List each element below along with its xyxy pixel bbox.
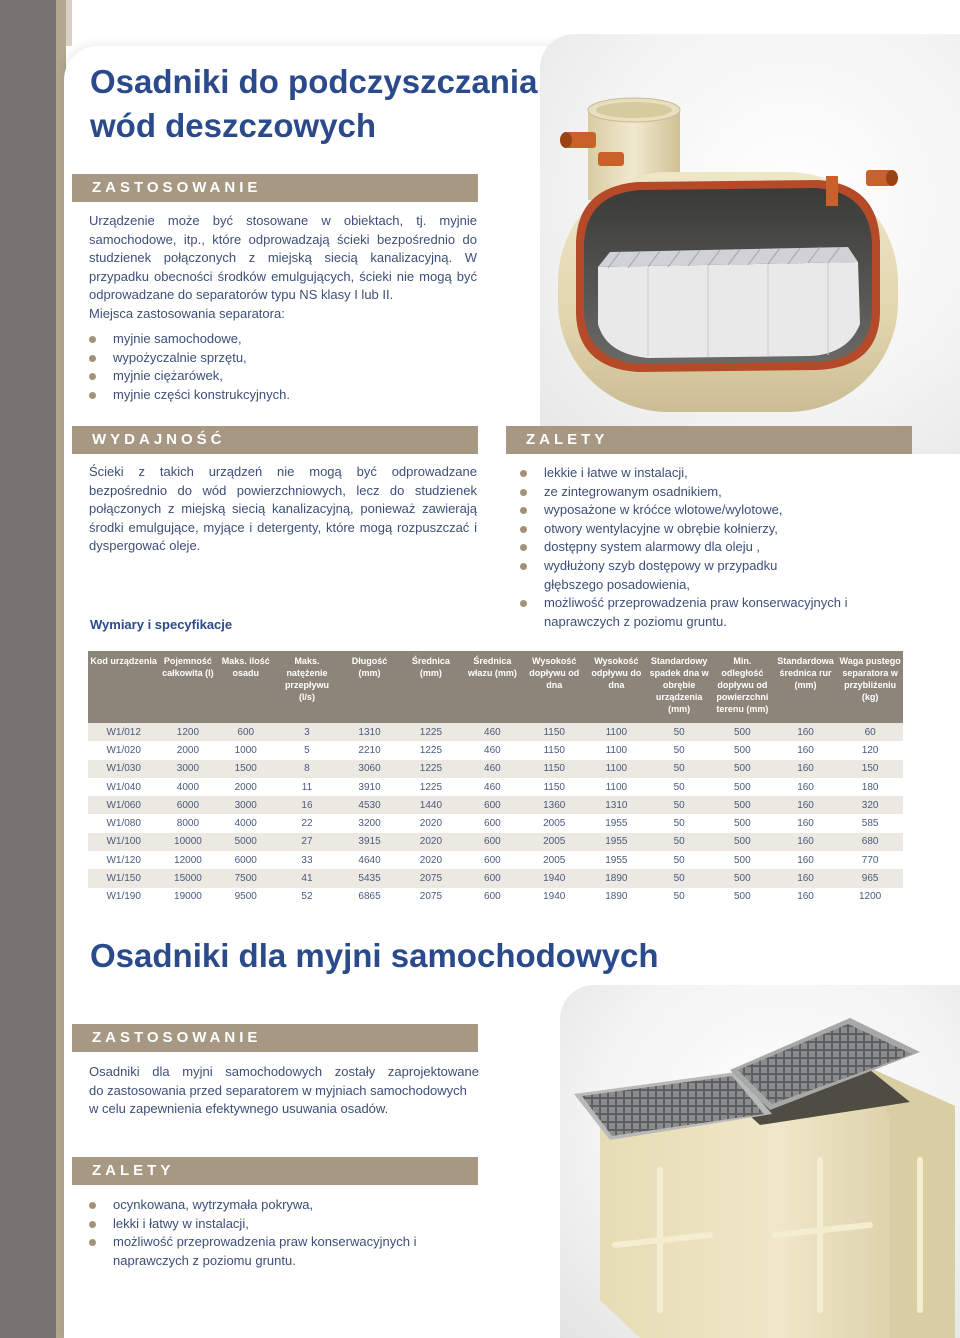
bullet-dot-icon xyxy=(89,392,96,399)
table-cell: W1/012 xyxy=(88,723,159,741)
section1-title-line2: wód deszczowych xyxy=(90,107,377,144)
table-cell: 600 xyxy=(462,869,524,887)
separator-tank-illustration xyxy=(548,92,908,437)
table-cell: 600 xyxy=(462,814,524,832)
zastosowanie2-heading: ZASTOSOWANIE xyxy=(72,1024,478,1052)
table-cell: 6000 xyxy=(217,851,276,869)
bullet-dot-icon xyxy=(520,526,527,533)
table-cell: 1150 xyxy=(523,760,585,778)
table-cell: 5435 xyxy=(339,869,400,887)
table-cell: 27 xyxy=(275,833,339,851)
table-cell: 9500 xyxy=(217,888,276,906)
list-item: możliwość przeprowadzenia praw konserwacyjnych i naprawczych z poziomu gruntu. xyxy=(519,594,859,631)
table-cell: 50 xyxy=(647,888,710,906)
table-cell: 1955 xyxy=(585,833,647,851)
bullet-dot-icon xyxy=(89,1202,96,1209)
table-cell: 2075 xyxy=(400,869,462,887)
car-wash-settler-illustration xyxy=(560,1010,960,1338)
table-cell: 500 xyxy=(711,723,774,741)
table-cell: 50 xyxy=(647,814,710,832)
table-cell: 160 xyxy=(774,796,837,814)
table-cell: 60 xyxy=(837,723,903,741)
table-cell: 3200 xyxy=(339,814,400,832)
table-cell: 10000 xyxy=(159,833,216,851)
table-cell: 5000 xyxy=(217,833,276,851)
table-cell: 2020 xyxy=(400,833,462,851)
table-cell: 33 xyxy=(275,851,339,869)
table-cell: W1/060 xyxy=(88,796,159,814)
th-przeplyw: Maks. natężenie przepływu (l/s) xyxy=(275,651,339,723)
th-waga: Waga pustego separatora w przybliżeniu (kg) xyxy=(837,651,903,723)
bullet-dot-icon xyxy=(520,507,527,514)
table-cell: 1100 xyxy=(585,778,647,796)
table-cell: 2020 xyxy=(400,851,462,869)
table-cell: 1890 xyxy=(585,869,647,887)
table-row xyxy=(88,888,903,906)
table-cell: 600 xyxy=(462,851,524,869)
table-cell: 2005 xyxy=(523,851,585,869)
section2-title: Osadniki dla myjni samochodowych xyxy=(90,937,659,974)
zastosowanie2-text xyxy=(89,1063,479,1119)
miejsca-text: Miejsca zastosowania separatora: xyxy=(89,306,285,321)
bullet-dot-icon xyxy=(89,336,96,343)
table-cell: 500 xyxy=(711,741,774,759)
table-cell: 500 xyxy=(711,869,774,887)
th-doplyw: Wysokość dopływu od dna xyxy=(523,651,585,723)
table-cell: 3000 xyxy=(159,760,216,778)
table-cell: 160 xyxy=(774,888,837,906)
left-stripe-gray xyxy=(0,0,56,1338)
table-cell: 50 xyxy=(647,741,710,759)
list-item: myjnie samochodowe, xyxy=(88,330,478,349)
table-cell: 1150 xyxy=(523,741,585,759)
th-dlugosc: Długość (mm) xyxy=(339,651,400,723)
table-cell: 8 xyxy=(275,760,339,778)
table-cell: 770 xyxy=(837,851,903,869)
miejsca-list xyxy=(88,330,478,404)
table-cell: 150 xyxy=(837,760,903,778)
table-cell: 7500 xyxy=(217,869,276,887)
table-cell: 50 xyxy=(647,833,710,851)
table-cell: 11 xyxy=(275,778,339,796)
table-cell: 12000 xyxy=(159,851,216,869)
bullet-dot-icon xyxy=(520,489,527,496)
zastosowanie2-line: Osadniki dla myjni samochodowych zostały zaprojektowane xyxy=(89,1064,479,1079)
zastosowanie-text: Urządzenie może być stosowane w obiektach, tj. myjnie samochodowe, itp., które odprowadzają ścieki bezpośrednio do studzienek połączonych z miejską siecią kanalizacyjną. W przypadku obecności środków emulgujących, ścieki nie mogą być odprowadzane do separatorów typu NS klasy I lub II. xyxy=(89,213,477,302)
table-cell: 4530 xyxy=(339,796,400,814)
th-odleglosc: Min. odległość dopływu od powierzchni terenu (mm) xyxy=(711,651,774,723)
table-cell: 1225 xyxy=(400,760,462,778)
table-cell: 1100 xyxy=(585,760,647,778)
table-cell: 500 xyxy=(711,851,774,869)
zastosowanie2-line: do zastosowania przed separatorem w myjniach samochodowych xyxy=(89,1082,467,1098)
table-row xyxy=(88,778,903,796)
table-cell: 1955 xyxy=(585,814,647,832)
list-item: wyposażone w króćce wlotowe/wylotowe, xyxy=(519,501,859,520)
table-cell: 3 xyxy=(275,723,339,741)
wydajnosc-text: Ścieki z takich urządzeń nie mogą być odprowadzane bezpośrednio do wód powierzchniowych, lecz do studzienek połączonych z miejską siecią kanalizacyjną, ponieważ zawierają środki emulgujące, myjące i detergenty, które mogą rozpuszczać i dyspergować oleje. xyxy=(89,464,477,553)
table-cell: W1/040 xyxy=(88,778,159,796)
table-cell: 500 xyxy=(711,833,774,851)
table-cell: 160 xyxy=(774,760,837,778)
table-row xyxy=(88,814,903,832)
table-row xyxy=(88,760,903,778)
table-row xyxy=(88,741,903,759)
table-cell: 4640 xyxy=(339,851,400,869)
table-cell: 1225 xyxy=(400,741,462,759)
list-item: ocynkowana, wytrzymała pokrywa, xyxy=(88,1196,428,1215)
section1-title-line1: Osadniki do podczyszczania xyxy=(90,63,538,100)
table-cell: 2005 xyxy=(523,833,585,851)
table-cell: 1310 xyxy=(585,796,647,814)
table-cell: 4000 xyxy=(159,778,216,796)
table-cell: 50 xyxy=(647,778,710,796)
bullet-dot-icon xyxy=(89,1239,96,1246)
list-item: lekki i łatwy w instalacji, xyxy=(88,1215,428,1234)
list-item: lekkie i łatwe w instalacji, xyxy=(519,464,859,483)
table-cell: 2210 xyxy=(339,741,400,759)
list-item: otwory wentylacyjne w obrębie kołnierzy, xyxy=(519,520,859,539)
bullet-dot-icon xyxy=(89,373,96,380)
table-cell: 160 xyxy=(774,778,837,796)
wydajnosc-heading: WYDAJNOŚĆ xyxy=(72,426,478,454)
list-item: myjnie części konstrukcyjnych. xyxy=(88,386,478,405)
table-cell: 1200 xyxy=(837,888,903,906)
table-cell: W1/080 xyxy=(88,814,159,832)
table-cell: 500 xyxy=(711,814,774,832)
table-cell: W1/150 xyxy=(88,869,159,887)
table-cell: 320 xyxy=(837,796,903,814)
list-item: wydłużony szyb dostępowy w przypadku głębszego posadowienia, xyxy=(519,557,814,594)
table-cell: 500 xyxy=(711,760,774,778)
th-spadek: Standardowy spadek dna w obrębie urządzenia (mm) xyxy=(647,651,710,723)
table-cell: W1/120 xyxy=(88,851,159,869)
th-odplyw: Wysokość odpływu do dna xyxy=(585,651,647,723)
table-cell: 50 xyxy=(647,796,710,814)
table-cell: 16 xyxy=(275,796,339,814)
table-cell: 1000 xyxy=(217,741,276,759)
table-cell: 52 xyxy=(275,888,339,906)
table-cell: 50 xyxy=(647,869,710,887)
table-row xyxy=(88,723,903,741)
table-cell: 160 xyxy=(774,814,837,832)
table-cell: 500 xyxy=(711,778,774,796)
bullet-dot-icon xyxy=(520,544,527,551)
table-header-row xyxy=(88,651,903,723)
zalety-list xyxy=(519,464,859,631)
table-cell: 50 xyxy=(647,723,710,741)
table-cell: 8000 xyxy=(159,814,216,832)
zalety2-list xyxy=(88,1196,428,1270)
table-cell: W1/190 xyxy=(88,888,159,906)
list-item: ze zintegrowanym osadnikiem, xyxy=(519,483,859,502)
spec-heading: Wymiary i specyfikacje xyxy=(90,617,233,632)
table-cell: 3060 xyxy=(339,760,400,778)
table-cell: 500 xyxy=(711,888,774,906)
table-cell: 1360 xyxy=(523,796,585,814)
table-cell: 1100 xyxy=(585,741,647,759)
table-cell: 1310 xyxy=(339,723,400,741)
table-cell: 6865 xyxy=(339,888,400,906)
table-cell: 4000 xyxy=(217,814,276,832)
table-cell: 585 xyxy=(837,814,903,832)
th-srednica: Średnica (mm) xyxy=(400,651,462,723)
bullet-dot-icon xyxy=(89,355,96,362)
th-rury: Standardowa średnica rur (mm) xyxy=(774,651,837,723)
table-cell: 600 xyxy=(217,723,276,741)
table-cell: 1955 xyxy=(585,851,647,869)
table-cell: W1/100 xyxy=(88,833,159,851)
table-cell: 1440 xyxy=(400,796,462,814)
table-row xyxy=(88,833,903,851)
table-cell: 1890 xyxy=(585,888,647,906)
table-cell: 15000 xyxy=(159,869,216,887)
table-cell: 600 xyxy=(462,833,524,851)
table-cell: 2075 xyxy=(400,888,462,906)
table-cell: 120 xyxy=(837,741,903,759)
table-cell: 180 xyxy=(837,778,903,796)
zastosowanie2-line: w celu zapewnienia efektywnego usuwania osadów. xyxy=(89,1101,389,1116)
table-cell: 680 xyxy=(837,833,903,851)
list-item: możliwość przeprowadzenia praw konserwacyjnych i naprawczych z poziomu gruntu. xyxy=(88,1233,433,1270)
table-cell: 160 xyxy=(774,741,837,759)
table-cell: 160 xyxy=(774,723,837,741)
th-pojemnosc: Pojemność całkowita (l) xyxy=(159,651,216,723)
table-cell: 1225 xyxy=(400,723,462,741)
table-cell: 600 xyxy=(462,796,524,814)
bullet-dot-icon xyxy=(520,563,527,570)
table-cell: 460 xyxy=(462,723,524,741)
table-cell: 3910 xyxy=(339,778,400,796)
table-cell: 460 xyxy=(462,778,524,796)
table-cell: 2020 xyxy=(400,814,462,832)
table-cell: 1150 xyxy=(523,778,585,796)
table-cell: 2000 xyxy=(159,741,216,759)
table-cell: 160 xyxy=(774,833,837,851)
th-wlaz: Średnica włazu (mm) xyxy=(462,651,524,723)
table-cell: 1225 xyxy=(400,778,462,796)
table-cell: 19000 xyxy=(159,888,216,906)
table-cell: 2005 xyxy=(523,814,585,832)
table-cell: 50 xyxy=(647,851,710,869)
table-cell: 460 xyxy=(462,760,524,778)
table-cell: 41 xyxy=(275,869,339,887)
table-cell: 22 xyxy=(275,814,339,832)
left-stripe-light xyxy=(66,0,72,46)
table-cell: 5 xyxy=(275,741,339,759)
table-cell: 1200 xyxy=(159,723,216,741)
table-cell: 2000 xyxy=(217,778,276,796)
zastosowanie-heading: ZASTOSOWANIE xyxy=(72,174,478,202)
bullet-dot-icon xyxy=(520,600,527,607)
table-cell: 1150 xyxy=(523,723,585,741)
table-cell: W1/030 xyxy=(88,760,159,778)
table-cell: 6000 xyxy=(159,796,216,814)
zalety-heading: ZALETY xyxy=(506,426,912,454)
zalety2-heading: ZALETY xyxy=(72,1157,478,1185)
table-cell: 965 xyxy=(837,869,903,887)
table-row xyxy=(88,796,903,814)
table-cell: 1100 xyxy=(585,723,647,741)
table-cell: 460 xyxy=(462,741,524,759)
table-cell: 3915 xyxy=(339,833,400,851)
list-item: dostępny system alarmowy dla oleju , xyxy=(519,538,859,557)
table-cell: 160 xyxy=(774,869,837,887)
spec-table xyxy=(88,651,903,906)
bullet-dot-icon xyxy=(520,470,527,477)
table-cell: 500 xyxy=(711,796,774,814)
th-kod: Kod urządzenia xyxy=(88,651,159,723)
table-cell: 1940 xyxy=(523,888,585,906)
table-row xyxy=(88,851,903,869)
th-osad: Maks. ilość osadu xyxy=(217,651,276,723)
list-item: wypożyczalnie sprzętu, xyxy=(88,349,478,368)
table-cell: 600 xyxy=(462,888,524,906)
table-cell: 1500 xyxy=(217,760,276,778)
table-row xyxy=(88,869,903,887)
table-cell: 50 xyxy=(647,760,710,778)
bullet-dot-icon xyxy=(89,1221,96,1228)
list-item: myjnie ciężarówek, xyxy=(88,367,478,386)
table-cell: 3000 xyxy=(217,796,276,814)
table-cell: 160 xyxy=(774,851,837,869)
table-cell: W1/020 xyxy=(88,741,159,759)
table-cell: 1940 xyxy=(523,869,585,887)
spec-table-body xyxy=(88,723,903,906)
